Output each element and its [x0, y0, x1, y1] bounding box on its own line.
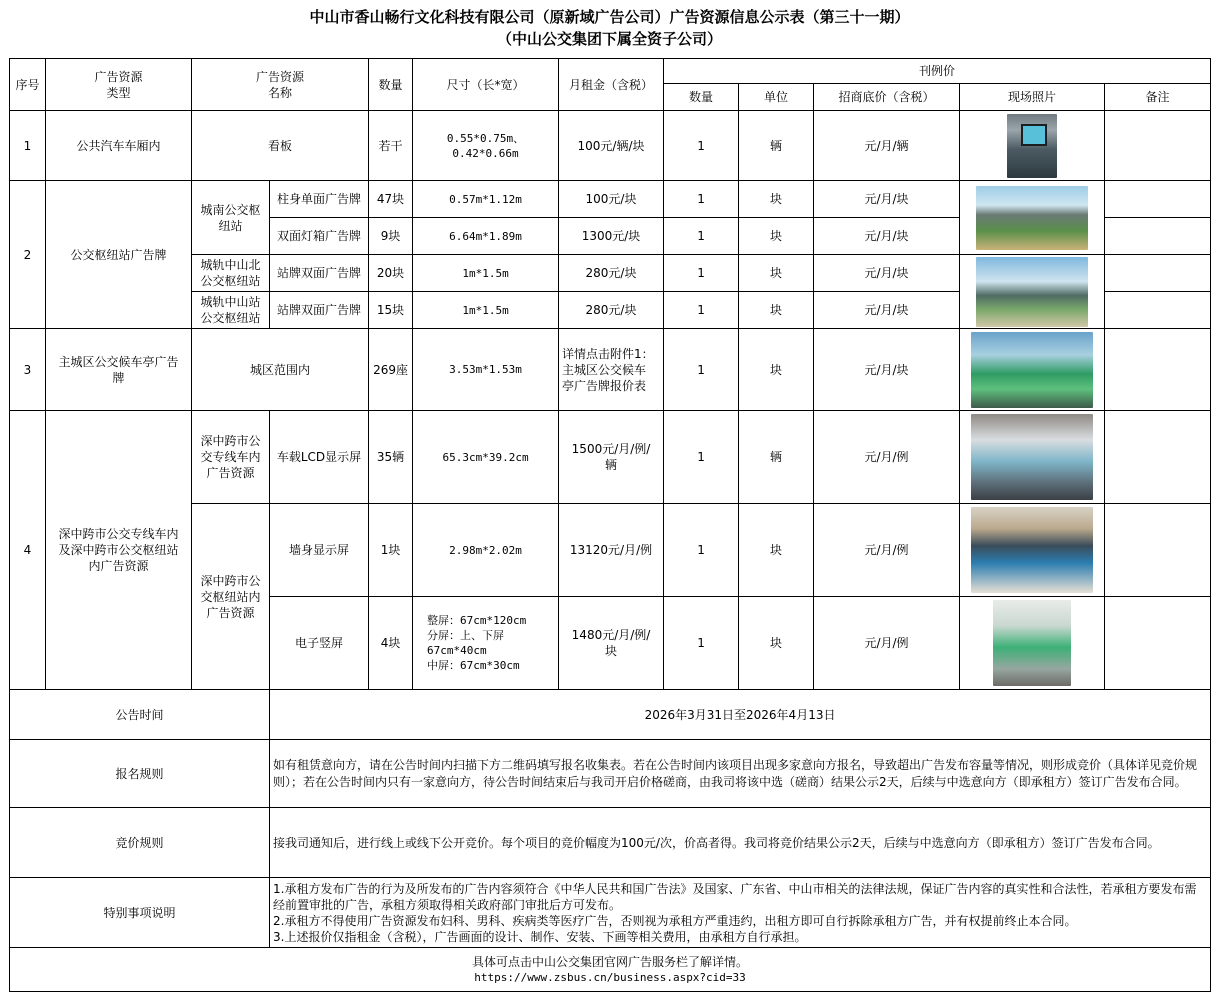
row4-site-a: 深中跨市公 交专线车内 广告资源 [192, 411, 270, 504]
row2-b1-size: 1m*1.5m [413, 255, 559, 292]
row3-type: 主城区公交候车亭广告 牌 [46, 329, 192, 411]
row4-b2-name: 电子竖屏 [270, 597, 369, 690]
row3-ex-qty: 1 [664, 329, 739, 411]
row4-a1-rent: 1500元/月/例/ 辆 [559, 411, 664, 504]
row4-b1-name: 墙身显示屏 [270, 504, 369, 597]
row2-c1-note [1105, 292, 1211, 329]
row2-c1-name: 站牌双面广告牌 [270, 292, 369, 329]
row2-b1-rent: 280元/块 [559, 255, 664, 292]
row3-no: 3 [10, 329, 46, 411]
row2-a2-size: 6.64m*1.89m [413, 218, 559, 255]
row4-b1-ex-unit: 块 [739, 504, 814, 597]
row4-b2-ex-price: 元/月/例 [814, 597, 960, 690]
row3-ex-price: 元/月/块 [814, 329, 960, 411]
row4-a1-qty: 35辆 [369, 411, 413, 504]
row4-b2-size: 整屏：67cm*120cm 分屏：上、下屏 67cm*40cm 中屏：67cm*30cm [413, 597, 559, 690]
page-title: 中山市香山畅行文化科技有限公司（原新域广告公司）广告资源信息公示表（第三十一期） [309, 8, 910, 26]
wall-display-photo [971, 507, 1093, 593]
row1-note [1105, 111, 1211, 181]
row2-a1-rent: 100元/块 [559, 181, 664, 218]
row2-a2-name: 双面灯箱广告牌 [270, 218, 369, 255]
row4-no: 4 [10, 411, 46, 690]
row2-site-c: 城轨中山站 公交枢纽站 [192, 292, 270, 329]
header-size: 尺寸（长*宽） [413, 59, 559, 111]
header-rent: 月租金（含税） [559, 59, 664, 111]
row3-qty: 269座 [369, 329, 413, 411]
south-hub-station-photo [976, 186, 1088, 250]
row2-a2-qty: 9块 [369, 218, 413, 255]
header-type: 广告资源 类型 [46, 59, 192, 111]
row4-b2-note [1105, 597, 1211, 690]
row2-c1-ex-qty: 1 [664, 292, 739, 329]
row3-note [1105, 329, 1211, 411]
row1-name: 看板 [192, 111, 369, 181]
row2-no: 2 [10, 181, 46, 329]
row2-photo-cell-b [960, 255, 1105, 329]
row1-no: 1 [10, 111, 46, 181]
header-qty: 数量 [369, 59, 413, 111]
page-subtitle: （中山公交集团下属全资子公司） [496, 30, 722, 48]
row3-ex-unit: 块 [739, 329, 814, 411]
row2-type: 公交枢纽站广告牌 [46, 181, 192, 329]
row4-b2-qty: 4块 [369, 597, 413, 690]
row4-a1-size: 65.3cm*39.2cm [413, 411, 559, 504]
row2-a1-size: 0.57m*1.12m [413, 181, 559, 218]
row2-a2-ex-qty: 1 [664, 218, 739, 255]
row2-c1-qty: 15块 [369, 292, 413, 329]
special-item-3: 3.上述报价仅指租金（含税），广告画面的设计、制作、安装、下画等相关费用，由承租方自行承担。 [273, 929, 807, 944]
rail-hub-station-photo [976, 257, 1088, 327]
row4-photo-cell-a [960, 411, 1105, 504]
row3-rent[interactable]: 详情点击附件1： 主城区公交候车 亭广告牌报价表 [559, 329, 664, 411]
footer-link[interactable]: https://www.zsbus.cn/business.aspx?cid=33 [474, 970, 746, 984]
row4-b2-rent: 1480元/月/例/ 块 [559, 597, 664, 690]
bidding-label: 竞价规则 [10, 808, 270, 878]
row4-a1-ex-unit: 辆 [739, 411, 814, 504]
row2-c1-ex-price: 元/月/块 [814, 292, 960, 329]
row4-b2-ex-unit: 块 [739, 597, 814, 690]
ad-resource-table [9, 58, 1211, 992]
header-ex-price: 招商底价（含税） [814, 84, 960, 111]
signup-label: 报名规则 [10, 740, 270, 808]
header-ex-note: 备注 [1105, 84, 1211, 111]
row2-a1-ex-qty: 1 [664, 181, 739, 218]
row2-b1-note [1105, 255, 1211, 292]
row2-a1-name: 柱身单面广告牌 [270, 181, 369, 218]
onboard-lcd-photo [971, 414, 1093, 500]
row4-a1-ex-price: 元/月/例 [814, 411, 960, 504]
row1-photo-cell [960, 111, 1105, 181]
row4-site-b: 深中跨市公 交枢纽站内 广告资源 [192, 504, 270, 690]
row2-a2-note [1105, 218, 1211, 255]
row4-a1-note [1105, 411, 1211, 504]
row2-a1-qty: 47块 [369, 181, 413, 218]
row2-site-b: 城轨中山北 公交枢纽站 [192, 255, 270, 292]
header-no: 序号 [10, 59, 46, 111]
row2-b1-ex-unit: 块 [739, 255, 814, 292]
row2-photo-cell-a [960, 181, 1105, 255]
row1-ex-qty: 1 [664, 111, 739, 181]
row4-a1-ex-qty: 1 [664, 411, 739, 504]
row1-ex-unit: 辆 [739, 111, 814, 181]
row2-c1-size: 1m*1.5m [413, 292, 559, 329]
row2-a2-ex-price: 元/月/块 [814, 218, 960, 255]
row4-photo-cell-b [960, 504, 1105, 597]
notice-label: 公告时间 [10, 690, 270, 740]
footer-note: 具体可点击中山公交集团官网广告服务栏了解详情。 [472, 954, 749, 969]
header-name: 广告资源 名称 [192, 59, 369, 111]
row1-ex-price: 元/月/辆 [814, 111, 960, 181]
header-ex-photo: 现场照片 [960, 84, 1105, 111]
row4-b1-note [1105, 504, 1211, 597]
row4-b1-ex-price: 元/月/例 [814, 504, 960, 597]
special-label: 特别事项说明 [10, 878, 270, 948]
row2-c1-rent: 280元/块 [559, 292, 664, 329]
footer-cell [10, 948, 1211, 992]
row2-a2-ex-unit: 块 [739, 218, 814, 255]
row4-b1-qty: 1块 [369, 504, 413, 597]
row2-b1-ex-qty: 1 [664, 255, 739, 292]
row2-a1-note [1105, 181, 1211, 218]
row4-b2-ex-qty: 1 [664, 597, 739, 690]
row4-photo-cell-c [960, 597, 1105, 690]
row2-a2-rent: 1300元/块 [559, 218, 664, 255]
bus-interior-board-photo [1007, 114, 1057, 178]
row1-type: 公共汽车车厢内 [46, 111, 192, 181]
row2-site-a: 城南公交枢 纽站 [192, 181, 270, 255]
row2-b1-ex-price: 元/月/块 [814, 255, 960, 292]
notice-value: 2026年3月31日至2026年4月13日 [270, 690, 1211, 740]
row4-a1-name: 车载LCD显示屏 [270, 411, 369, 504]
row2-b1-name: 站牌双面广告牌 [270, 255, 369, 292]
header-ex-unit: 单位 [739, 84, 814, 111]
header-ex-qty: 数量 [664, 84, 739, 111]
digital-kiosk-photo [993, 600, 1071, 686]
row1-qty: 若干 [369, 111, 413, 181]
row1-size: 0.55*0.75m、 0.42*0.66m [413, 111, 559, 181]
row3-name: 城区范围内 [192, 329, 369, 411]
row2-b1-qty: 20块 [369, 255, 413, 292]
row4-b1-ex-qty: 1 [664, 504, 739, 597]
row2-a1-ex-price: 元/月/块 [814, 181, 960, 218]
special-text [270, 878, 1211, 948]
row4-type: 深中跨市公交专线车内 及深中跨市公交枢纽站 内广告资源 [46, 411, 192, 690]
signup-text: 如有租赁意向方，请在公告时间内扫描下方二维码填写报名收集表。若在公告时间内该项目出现多家意向方报名，导致超出广告发布容量等情况，则形成竞价（具体详见竞价规则）；若在公告时间内只有一家意向方，待公告时间结束后与我司开启价格磋商，由我司将该中选（磋商）结果公示2天，后续与中选意向方（即承租方）签订广告发布合同。 [270, 740, 1211, 808]
row4-b1-size: 2.98m*2.02m [413, 504, 559, 597]
bus-shelter-photo [971, 332, 1093, 408]
row2-a1-ex-unit: 块 [739, 181, 814, 218]
row3-size: 3.53m*1.53m [413, 329, 559, 411]
row2-c1-ex-unit: 块 [739, 292, 814, 329]
row1-rent: 100元/辆/块 [559, 111, 664, 181]
header-example-price: 刊例价 [664, 59, 1211, 84]
special-item-1: 1.承租方发布广告的行为及所发布的广告内容须符合《中华人民共和国广告法》及国家、广东省、中山市相关的法律法规，保证广告内容的真实性和合法性，若承租方要发布需经前置审批的广告，承租方须取得相关政府部门审批后方可发布。 [273, 881, 1197, 912]
bidding-text: 接我司通知后，进行线上或线下公开竞价。每个项目的竞价幅度为100元/次，价高者得。我司将竞价结果公示2天，后续与中选意向方（即承租方）签订广告发布合同。 [270, 808, 1211, 878]
special-item-2: 2.承租方不得使用广告资源发布妇科、男科、疾病类等医疗广告，否则视为承租方严重违约，出租方即可自行拆除承租方广告，并有权提前终止本合同。 [273, 913, 1077, 928]
row3-photo-cell [960, 329, 1105, 411]
row4-b1-rent: 13120元/月/例 [559, 504, 664, 597]
